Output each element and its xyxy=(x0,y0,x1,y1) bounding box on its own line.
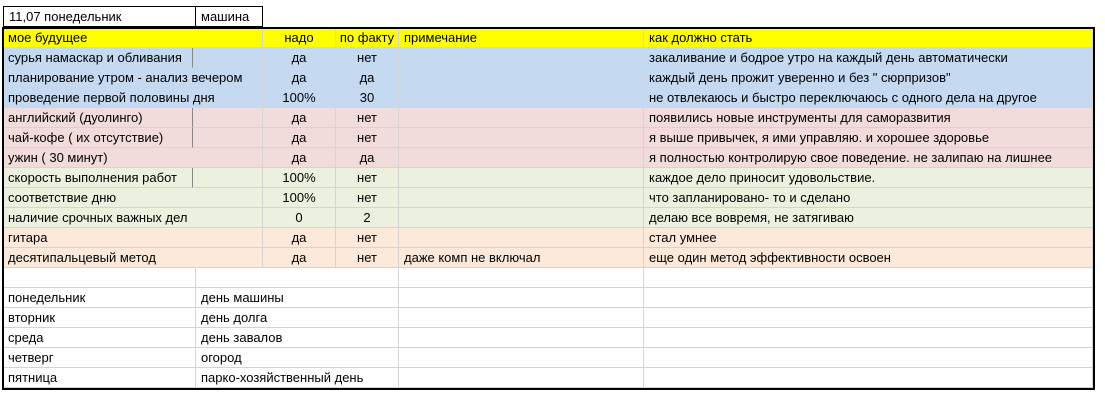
need-cell[interactable]: 0 xyxy=(263,208,336,228)
task-cell[interactable]: ужин ( 30 минут) xyxy=(3,148,263,168)
task-cell[interactable]: английский (дуолинго) xyxy=(3,108,193,128)
empty-cell[interactable] xyxy=(193,48,263,68)
need-cell[interactable]: 100% xyxy=(263,168,336,188)
result-cell[interactable]: я полностью контролирую свое поведение. не залипаю на лишнее xyxy=(644,148,1093,168)
weekday-theme-cell[interactable]: день долга xyxy=(196,308,399,328)
theme-cell[interactable]: машина xyxy=(195,6,263,27)
column-header-actual[interactable]: по факту xyxy=(336,28,399,48)
empty-cell[interactable] xyxy=(644,268,1093,288)
empty-cell[interactable] xyxy=(399,348,644,368)
result-cell[interactable]: появились новые инструменты для саморазвития xyxy=(644,108,1093,128)
actual-cell[interactable]: нет xyxy=(336,228,399,248)
actual-cell[interactable]: да xyxy=(336,68,399,88)
empty-cell[interactable] xyxy=(644,348,1093,368)
weekday-theme-cell[interactable]: огород xyxy=(196,348,399,368)
empty-cell[interactable] xyxy=(196,268,399,288)
need-cell[interactable]: да xyxy=(263,48,336,68)
column-header-should-become[interactable]: как должно стать xyxy=(644,28,1093,48)
empty-cell[interactable] xyxy=(399,328,644,348)
need-cell[interactable]: 100% xyxy=(263,188,336,208)
need-cell[interactable]: да xyxy=(263,128,336,148)
empty-cell[interactable] xyxy=(193,128,263,148)
need-cell[interactable]: да xyxy=(263,148,336,168)
empty-cell[interactable] xyxy=(399,308,644,328)
result-cell[interactable]: закаливание и бодрое утро на каждый день автоматически xyxy=(644,48,1093,68)
empty-cell[interactable] xyxy=(193,168,263,188)
note-cell[interactable] xyxy=(399,48,644,68)
result-cell[interactable]: каждое дело приносит удовольствие. xyxy=(644,168,1093,188)
need-cell[interactable]: да xyxy=(263,248,336,268)
need-cell[interactable]: да xyxy=(263,68,336,88)
empty-cell[interactable] xyxy=(193,108,263,128)
column-header-note[interactable]: примечание xyxy=(399,28,644,48)
task-cell[interactable]: сурья намаскар и обливания xyxy=(3,48,193,68)
task-cell[interactable]: проведение первой половины дня xyxy=(3,88,263,108)
empty-cell[interactable] xyxy=(644,308,1093,328)
actual-cell[interactable]: 2 xyxy=(336,208,399,228)
weekday-cell[interactable]: среда xyxy=(3,328,196,348)
result-cell[interactable]: не отвлекаюсь и быстро переключаюсь с одного дела на другое xyxy=(644,88,1093,108)
column-header-future[interactable]: мое будущее xyxy=(3,28,263,48)
task-cell[interactable]: соответствие дню xyxy=(3,188,263,208)
note-cell[interactable] xyxy=(399,108,644,128)
empty-cell[interactable] xyxy=(399,268,644,288)
actual-cell[interactable]: нет xyxy=(336,248,399,268)
result-cell[interactable]: стал умнее xyxy=(644,228,1093,248)
result-cell[interactable]: каждый день прожит уверенно и без " сюрпризов" xyxy=(644,68,1093,88)
empty-cell[interactable] xyxy=(399,288,644,308)
result-cell[interactable]: делаю все вовремя, не затягиваю xyxy=(644,208,1093,228)
result-cell[interactable]: что запланировано- то и сделано xyxy=(644,188,1093,208)
task-cell[interactable]: гитара xyxy=(3,228,263,248)
task-cell[interactable]: планирование утром - анализ вечером xyxy=(3,68,263,88)
need-cell[interactable]: да xyxy=(263,228,336,248)
need-cell[interactable]: да xyxy=(263,108,336,128)
actual-cell[interactable]: нет xyxy=(336,168,399,188)
empty-cell[interactable] xyxy=(399,368,644,388)
column-header-need[interactable]: надо xyxy=(263,28,336,48)
note-cell[interactable] xyxy=(399,188,644,208)
empty-cell[interactable] xyxy=(644,288,1093,308)
empty-cell[interactable] xyxy=(3,268,196,288)
weekday-theme-cell[interactable]: парко-хозяйственный день xyxy=(196,368,399,388)
need-cell[interactable]: 100% xyxy=(263,88,336,108)
note-cell[interactable] xyxy=(399,208,644,228)
actual-cell[interactable]: нет xyxy=(336,108,399,128)
task-cell[interactable]: скорость выполнения работ xyxy=(3,168,193,188)
note-cell[interactable] xyxy=(399,88,644,108)
note-cell[interactable] xyxy=(399,168,644,188)
task-cell[interactable]: чай-кофе ( их отсутствие) xyxy=(3,128,193,148)
task-cell[interactable]: наличие срочных важных дел xyxy=(3,208,263,228)
weekday-cell[interactable]: четверг xyxy=(3,348,196,368)
actual-cell[interactable]: нет xyxy=(336,128,399,148)
note-cell[interactable] xyxy=(399,68,644,88)
weekday-cell[interactable]: понедельник xyxy=(3,288,196,308)
weekday-cell[interactable]: вторник xyxy=(3,308,196,328)
weekday-theme-cell[interactable]: день машины xyxy=(196,288,399,308)
date-day-cell[interactable]: 11,07 понедельник xyxy=(3,6,196,27)
weekday-cell[interactable]: пятница xyxy=(3,368,196,388)
task-cell[interactable]: десятипальцевый метод xyxy=(3,248,263,268)
note-cell[interactable] xyxy=(399,128,644,148)
result-cell[interactable]: еще один метод эффективности освоен xyxy=(644,248,1093,268)
weekday-theme-cell[interactable]: день завалов xyxy=(196,328,399,348)
result-cell[interactable]: я выше привычек, я ими управляю. и хорошее здоровье xyxy=(644,128,1093,148)
actual-cell[interactable]: нет xyxy=(336,48,399,68)
note-cell[interactable]: даже комп не включал xyxy=(399,248,644,268)
note-cell[interactable] xyxy=(399,148,644,168)
actual-cell[interactable]: да xyxy=(336,148,399,168)
actual-cell[interactable]: 30 xyxy=(336,88,399,108)
note-cell[interactable] xyxy=(399,228,644,248)
empty-cell[interactable] xyxy=(644,368,1093,388)
empty-cell[interactable] xyxy=(644,328,1093,348)
actual-cell[interactable]: нет xyxy=(336,188,399,208)
